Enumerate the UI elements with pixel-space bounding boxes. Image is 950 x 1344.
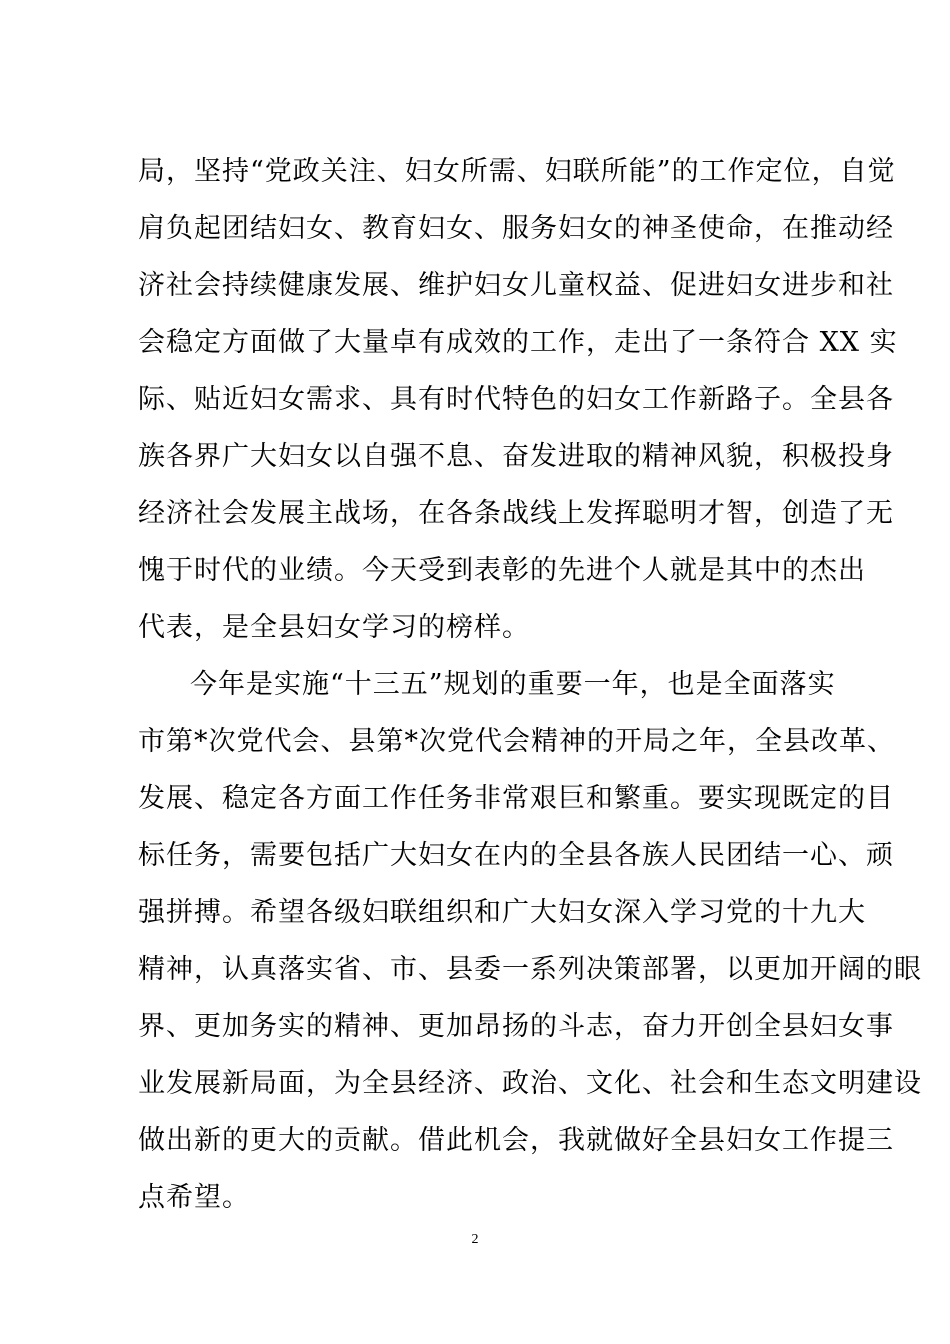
body-text-line: 发展、稳定各方面工作任务非常艰巨和繁重。要实现既定的目 <box>138 783 894 814</box>
body-text-line: 际、贴近妇女需求、具有时代特色的妇女工作新路子。全县各 <box>138 384 894 415</box>
body-text-line: 精神，认真落实省、市、县委一系列决策部署，以更加开阔的眼 <box>138 954 922 985</box>
body-text-line: 界、更加务实的精神、更加昂扬的斗志，奋力开创全县妇女事 <box>138 1011 894 1042</box>
body-text-line: 业发展新局面，为全县经济、政治、文化、社会和生态文明建设 <box>138 1068 922 1099</box>
paragraph-first-line: 今年是实施“十三五”规划的重要一年，也是全面落实 <box>190 669 836 700</box>
body-text-line: 强拼搏。希望各级妇联组织和广大妇女深入学习党的十九大 <box>138 897 866 928</box>
body-text-line: 做出新的更大的贡献。借此机会，我就做好全县妇女工作提三 <box>138 1125 894 1156</box>
body-text-line: 局，坚持“党政关注、妇女所需、妇联所能”的工作定位，自觉 <box>138 156 896 187</box>
body-text-line: 会稳定方面做了大量卓有成效的工作，走出了一条符合 XX 实 <box>138 327 898 358</box>
body-text-line: 愧于时代的业绩。今天受到表彰的先进个人就是其中的杰出 <box>138 555 866 586</box>
body-text-line: 族各界广大妇女以自强不息、奋发进取的精神风貌，积极投身 <box>138 441 894 472</box>
body-text-line: 经济社会发展主战场，在各条战线上发挥聪明才智，创造了无 <box>138 498 894 529</box>
body-text-line: 代表，是全县妇女学习的榜样。 <box>138 612 530 643</box>
body-text-line: 肩负起团结妇女、教育妇女、服务妇女的神圣使命，在推动经 <box>138 213 894 244</box>
body-text-line: 济社会持续健康发展、维护妇女儿童权益、促进妇女进步和社 <box>138 270 894 301</box>
body-text-line: 标任务，需要包括广大妇女在内的全县各族人民团结一心、顽 <box>138 840 894 871</box>
body-text-line: 点希望。 <box>138 1182 250 1213</box>
page-number: 2 <box>471 1232 479 1247</box>
body-text-line: 市第*次党代会、县第*次党代会精神的开局之年，全县改革、 <box>138 726 895 757</box>
